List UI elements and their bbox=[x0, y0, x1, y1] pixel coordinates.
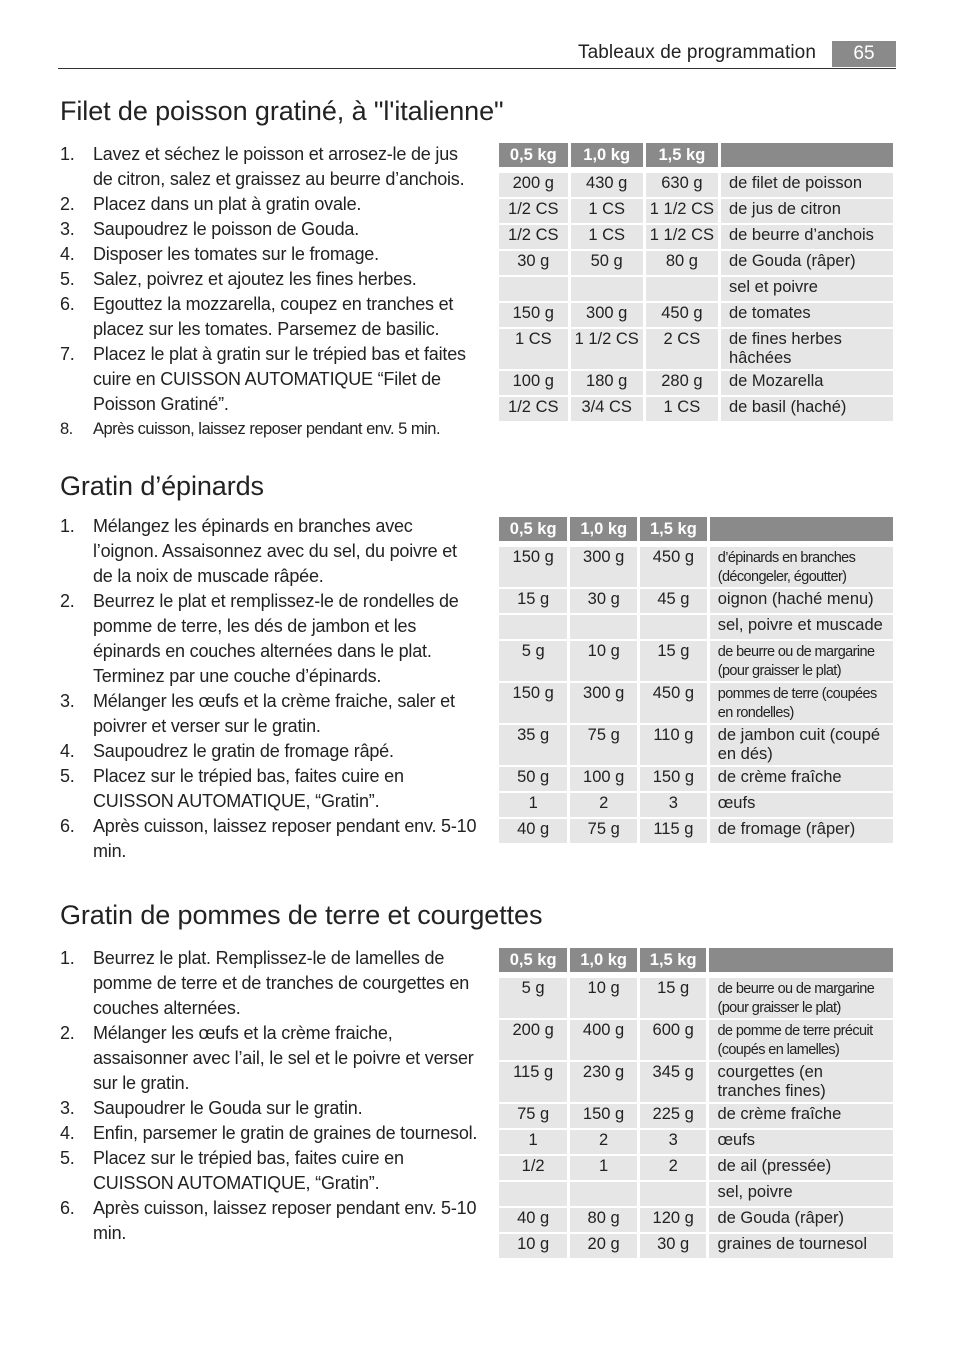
quantity-cell: 5 g bbox=[499, 978, 567, 1018]
running-title: Tableaux de programmation bbox=[577, 42, 816, 63]
table-row bbox=[499, 615, 893, 639]
quantity-cell: 3 bbox=[640, 793, 707, 817]
table-row bbox=[499, 793, 893, 817]
quantity-cell: 1 bbox=[570, 1156, 637, 1180]
step-item bbox=[60, 192, 480, 217]
ingredient-cell: oignon (haché menu) bbox=[710, 589, 893, 613]
step-text: Egouttez la mozzarella, coupez en tranches et placez sur les tomates. Parsemez de basilic. bbox=[93, 294, 454, 339]
quantity-cell: 1 CS bbox=[571, 199, 643, 223]
ingredient-cell: de Gouda (râper) bbox=[721, 251, 893, 275]
quantity-cell bbox=[499, 1182, 567, 1206]
quantity-cell: 1/2 CS bbox=[499, 199, 568, 223]
quantity-cell: 230 g bbox=[570, 1062, 637, 1102]
quantity-cell: 1 CS bbox=[571, 225, 643, 249]
ingredient-cell: de ail (pressée) bbox=[709, 1156, 893, 1180]
table-row bbox=[499, 1130, 893, 1154]
step-text: Après cuisson, laissez reposer pendant env. 5 min. bbox=[93, 420, 441, 438]
table-row bbox=[499, 199, 893, 223]
quantity-cell: 1 1/2 CS bbox=[646, 225, 718, 249]
quantity-cell bbox=[571, 277, 643, 301]
table-row bbox=[499, 251, 893, 275]
quantity-cell: 30 g bbox=[499, 251, 568, 275]
ingredient-cell: courgettes (en tranches fines) bbox=[709, 1062, 893, 1102]
quantity-cell: 115 g bbox=[499, 1062, 567, 1102]
table-row bbox=[499, 173, 893, 197]
weight-column-header: 1,0 kg bbox=[571, 143, 643, 167]
ingredient-cell: de jus de citron bbox=[721, 199, 893, 223]
ingredient-cell: graines de tournesol bbox=[709, 1234, 893, 1258]
quantity-cell: 75 g bbox=[570, 819, 637, 843]
quantity-cell bbox=[499, 277, 568, 301]
step-item bbox=[60, 342, 480, 417]
ingredient-cell: de fines herbes hâchées bbox=[721, 329, 893, 369]
ingredient-cell: de tomates bbox=[721, 303, 893, 327]
ingredient-cell: sel, poivre et muscade bbox=[710, 615, 893, 639]
quantity-cell: 400 g bbox=[570, 1020, 637, 1060]
step-number: 3. bbox=[60, 691, 75, 711]
step-text: Mélangez les épinards en branches avec l’oignon. Assaisonnez avec du sel, du poivre et de la noix de muscade râpée. bbox=[93, 516, 457, 586]
quantity-cell: 200 g bbox=[499, 1020, 567, 1060]
ingredient-cell: de Gouda (râper) bbox=[709, 1208, 893, 1232]
step-text: Disposer les tomates sur le fromage. bbox=[93, 244, 379, 264]
quantity-cell: 450 g bbox=[640, 547, 707, 587]
step-text: Placez le plat à gratin sur le trépied bas et faites cuire en CUISSON AUTOMATIQUE “Filet de Poisson Gratiné”. bbox=[93, 344, 466, 414]
step-item bbox=[60, 417, 480, 442]
step-text: Enfin, parsemer le gratin de graines de tournesol. bbox=[93, 1123, 478, 1143]
step-number: 8. bbox=[60, 420, 73, 438]
step-item bbox=[60, 946, 480, 1021]
quantity-cell: 3/4 CS bbox=[571, 397, 643, 421]
table-row bbox=[499, 641, 893, 681]
quantity-cell: 10 g bbox=[499, 1234, 567, 1258]
quantity-cell: 50 g bbox=[499, 767, 567, 791]
ingredient-cell: de beurre ou de margarine (pour graisser le plat) bbox=[710, 641, 893, 681]
quantity-cell: 20 g bbox=[570, 1234, 637, 1258]
step-number: 4. bbox=[60, 741, 75, 761]
table-row bbox=[499, 1020, 893, 1060]
step-number: 5. bbox=[60, 1148, 75, 1168]
ingredient-cell: de basil (haché) bbox=[721, 397, 893, 421]
section-title: Gratin de pommes de terre et courgettes bbox=[60, 900, 543, 930]
quantity-cell: 2 CS bbox=[646, 329, 718, 369]
ingredient-cell: de pomme de terre précuit (coupés en lamelles) bbox=[709, 1020, 893, 1060]
step-item bbox=[60, 142, 480, 192]
table-row bbox=[499, 1182, 893, 1206]
table-row bbox=[499, 1208, 893, 1232]
table-row bbox=[499, 767, 893, 791]
quantity-cell: 450 g bbox=[646, 303, 718, 327]
table-row bbox=[499, 547, 893, 587]
quantity-cell: 1/2 CS bbox=[499, 397, 568, 421]
step-item bbox=[60, 1096, 480, 1121]
step-number: 4. bbox=[60, 244, 75, 264]
quantity-cell: 1 1/2 CS bbox=[646, 199, 718, 223]
quantity-cell bbox=[499, 615, 567, 639]
step-text: Beurrez le plat et remplissez-le de rondelles de pomme de terre, les dés de jambon et les épinards en couches alternées dans le plat. Terminez par une couche d’épinards. bbox=[93, 591, 459, 686]
table-row bbox=[499, 725, 893, 765]
step-text: Saupoudrer le Gouda sur le gratin. bbox=[93, 1098, 363, 1118]
ingredient-cell: d’épinards en branches (décongeler, égoutter) bbox=[710, 547, 893, 587]
quantity-cell: 75 g bbox=[499, 1104, 567, 1128]
quantity-cell: 150 g bbox=[499, 683, 567, 723]
ingredient-cell: pommes de terre (coupées en rondelles) bbox=[710, 683, 893, 723]
step-number: 6. bbox=[60, 1198, 75, 1218]
table-row bbox=[499, 819, 893, 843]
weight-column-header: 1,5 kg bbox=[640, 948, 707, 972]
quantity-cell bbox=[646, 277, 718, 301]
quantity-cell: 150 g bbox=[570, 1104, 637, 1128]
quantity-cell: 300 g bbox=[570, 683, 637, 723]
step-item bbox=[60, 739, 480, 764]
step-item bbox=[60, 514, 480, 589]
step-list bbox=[60, 946, 480, 1246]
quantity-cell: 430 g bbox=[571, 173, 643, 197]
weight-column-header: 1,5 kg bbox=[640, 517, 707, 541]
page-number: 65 bbox=[832, 41, 896, 67]
ingredient-column-header bbox=[709, 948, 893, 972]
quantity-cell: 115 g bbox=[640, 819, 707, 843]
quantity-cell: 30 g bbox=[570, 589, 637, 613]
table-row bbox=[499, 1234, 893, 1258]
table-row bbox=[499, 303, 893, 327]
ingredient-cell: de Mozarella bbox=[721, 371, 893, 395]
step-number: 5. bbox=[60, 269, 75, 289]
quantity-cell: 630 g bbox=[646, 173, 718, 197]
table-row bbox=[499, 277, 893, 301]
ingredient-cell: de fromage (râper) bbox=[710, 819, 893, 843]
table-row bbox=[499, 978, 893, 1018]
table-row bbox=[499, 397, 893, 421]
quantity-cell bbox=[570, 615, 637, 639]
quantity-cell: 100 g bbox=[570, 767, 637, 791]
step-number: 3. bbox=[60, 219, 75, 239]
quantity-cell: 200 g bbox=[499, 173, 568, 197]
ingredient-table bbox=[496, 946, 896, 1260]
quantity-cell: 280 g bbox=[646, 371, 718, 395]
step-text: Après cuisson, laissez reposer pendant env. 5-10 min. bbox=[93, 1198, 477, 1243]
step-item bbox=[60, 764, 480, 814]
quantity-cell bbox=[640, 1182, 707, 1206]
quantity-cell: 45 g bbox=[640, 589, 707, 613]
step-list bbox=[60, 514, 480, 864]
quantity-cell: 300 g bbox=[570, 547, 637, 587]
quantity-cell: 5 g bbox=[499, 641, 567, 681]
table-row bbox=[499, 329, 893, 369]
step-number: 6. bbox=[60, 294, 75, 314]
ingredient-cell: de filet de poisson bbox=[721, 173, 893, 197]
step-item bbox=[60, 242, 480, 267]
step-text: Placez sur le trépied bas, faites cuire en CUISSON AUTOMATIQUE, “Gratin”. bbox=[93, 1148, 404, 1193]
table-row bbox=[499, 589, 893, 613]
quantity-cell: 450 g bbox=[640, 683, 707, 723]
recipe-section bbox=[60, 96, 896, 438]
table-row bbox=[499, 1104, 893, 1128]
quantity-cell: 15 g bbox=[640, 978, 707, 1018]
quantity-cell: 80 g bbox=[570, 1208, 637, 1232]
step-number: 4. bbox=[60, 1123, 75, 1143]
table-row bbox=[499, 1156, 893, 1180]
quantity-cell: 1 1/2 CS bbox=[571, 329, 643, 369]
step-number: 2. bbox=[60, 1023, 75, 1043]
quantity-cell: 150 g bbox=[499, 303, 568, 327]
quantity-cell: 100 g bbox=[499, 371, 568, 395]
quantity-cell: 150 g bbox=[499, 547, 567, 587]
step-text: Lavez et séchez le poisson et arrosez-le de jus de citron, salez et graissez au beurre d’anchois. bbox=[93, 144, 465, 189]
quantity-cell: 1/2 CS bbox=[499, 225, 568, 249]
ingredient-column-header bbox=[710, 517, 893, 541]
quantity-cell bbox=[570, 1182, 637, 1206]
step-text: Salez, poivrez et ajoutez les fines herbes. bbox=[93, 269, 417, 289]
quantity-cell: 345 g bbox=[640, 1062, 707, 1102]
ingredient-cell: de crème fraîche bbox=[709, 1104, 893, 1128]
weight-column-header: 0,5 kg bbox=[499, 517, 567, 541]
section-title: Filet de poisson gratiné, à "l'italienne" bbox=[60, 96, 504, 126]
ingredient-cell: de beurre d’anchois bbox=[721, 225, 893, 249]
step-text: Après cuisson, laissez reposer pendant env. 5-10 min. bbox=[93, 816, 477, 861]
step-number: 6. bbox=[60, 816, 75, 836]
step-item bbox=[60, 217, 480, 242]
step-number: 2. bbox=[60, 591, 75, 611]
quantity-cell: 2 bbox=[640, 1156, 707, 1180]
quantity-cell: 120 g bbox=[640, 1208, 707, 1232]
quantity-cell: 15 g bbox=[499, 589, 567, 613]
table-row bbox=[499, 683, 893, 723]
ingredient-cell: œufs bbox=[710, 793, 893, 817]
step-item bbox=[60, 1146, 480, 1196]
step-number: 5. bbox=[60, 766, 75, 786]
step-text: Mélanger les œufs et la crème fraiche, assaisonner avec l’ail, le sel et le poivre et verser sur le gratin. bbox=[93, 1023, 474, 1093]
weight-column-header: 0,5 kg bbox=[499, 143, 568, 167]
quantity-cell: 10 g bbox=[570, 641, 637, 681]
quantity-cell: 15 g bbox=[640, 641, 707, 681]
quantity-cell: 150 g bbox=[640, 767, 707, 791]
quantity-cell: 1 bbox=[499, 1130, 567, 1154]
quantity-cell: 75 g bbox=[570, 725, 637, 765]
ingredient-cell: œufs bbox=[709, 1130, 893, 1154]
weight-column-header: 0,5 kg bbox=[499, 948, 567, 972]
step-number: 1. bbox=[60, 144, 75, 164]
quantity-cell: 300 g bbox=[571, 303, 643, 327]
weight-column-header: 1,0 kg bbox=[570, 517, 637, 541]
step-item bbox=[60, 689, 480, 739]
quantity-cell: 225 g bbox=[640, 1104, 707, 1128]
weight-column-header: 1,5 kg bbox=[646, 143, 718, 167]
step-item bbox=[60, 589, 480, 689]
ingredient-cell: sel et poivre bbox=[721, 277, 893, 301]
quantity-cell: 80 g bbox=[646, 251, 718, 275]
step-number: 1. bbox=[60, 948, 75, 968]
step-item bbox=[60, 267, 480, 292]
step-number: 1. bbox=[60, 516, 75, 536]
quantity-cell: 35 g bbox=[499, 725, 567, 765]
step-number: 7. bbox=[60, 344, 75, 364]
ingredient-column-header bbox=[721, 143, 893, 167]
table-row bbox=[499, 225, 893, 249]
quantity-cell: 30 g bbox=[640, 1234, 707, 1258]
page-header bbox=[58, 40, 896, 69]
ingredient-table bbox=[496, 141, 896, 423]
recipe-section bbox=[60, 471, 896, 861]
ingredient-cell: sel, poivre bbox=[709, 1182, 893, 1206]
step-text: Mélanger les œufs et la crème fraiche, saler et poivrer et verser sur le gratin. bbox=[93, 691, 455, 736]
table-row bbox=[499, 371, 893, 395]
quantity-cell: 600 g bbox=[640, 1020, 707, 1060]
quantity-cell: 1 bbox=[499, 793, 567, 817]
step-text: Placez dans un plat à gratin ovale. bbox=[93, 194, 362, 214]
quantity-cell: 110 g bbox=[640, 725, 707, 765]
quantity-cell: 2 bbox=[570, 1130, 637, 1154]
step-text: Beurrez le plat. Remplissez-le de lamelles de pomme de terre et de tranches de courgettes en couches alternées. bbox=[93, 948, 470, 1018]
quantity-cell: 50 g bbox=[571, 251, 643, 275]
quantity-cell: 2 bbox=[570, 793, 637, 817]
quantity-cell: 180 g bbox=[571, 371, 643, 395]
step-text: Saupoudrez le gratin de fromage râpé. bbox=[93, 741, 394, 761]
step-item bbox=[60, 1196, 480, 1246]
ingredient-cell: de crème fraîche bbox=[710, 767, 893, 791]
step-item bbox=[60, 814, 480, 864]
quantity-cell bbox=[640, 615, 707, 639]
quantity-cell: 40 g bbox=[499, 819, 567, 843]
quantity-cell: 1 CS bbox=[499, 329, 568, 369]
table-row bbox=[499, 1062, 893, 1102]
ingredient-cell: de beurre ou de margarine (pour graisser le plat) bbox=[709, 978, 893, 1018]
weight-column-header: 1,0 kg bbox=[570, 948, 637, 972]
step-list bbox=[60, 142, 480, 442]
step-item bbox=[60, 1021, 480, 1096]
step-number: 2. bbox=[60, 194, 75, 214]
quantity-cell: 3 bbox=[640, 1130, 707, 1154]
step-number: 3. bbox=[60, 1098, 75, 1118]
quantity-cell: 40 g bbox=[499, 1208, 567, 1232]
step-item bbox=[60, 292, 480, 342]
ingredient-table bbox=[496, 515, 896, 845]
step-text: Placez sur le trépied bas, faites cuire en CUISSON AUTOMATIQUE, “Gratin”. bbox=[93, 766, 404, 811]
step-item bbox=[60, 1121, 480, 1146]
recipe-section bbox=[60, 900, 896, 1253]
step-text: Saupoudrez le poisson de Gouda. bbox=[93, 219, 359, 239]
ingredient-cell: de jambon cuit (coupé en dés) bbox=[710, 725, 893, 765]
quantity-cell: 1/2 bbox=[499, 1156, 567, 1180]
quantity-cell: 10 g bbox=[570, 978, 637, 1018]
section-title: Gratin d’épinards bbox=[60, 471, 264, 501]
quantity-cell: 1 CS bbox=[646, 397, 718, 421]
